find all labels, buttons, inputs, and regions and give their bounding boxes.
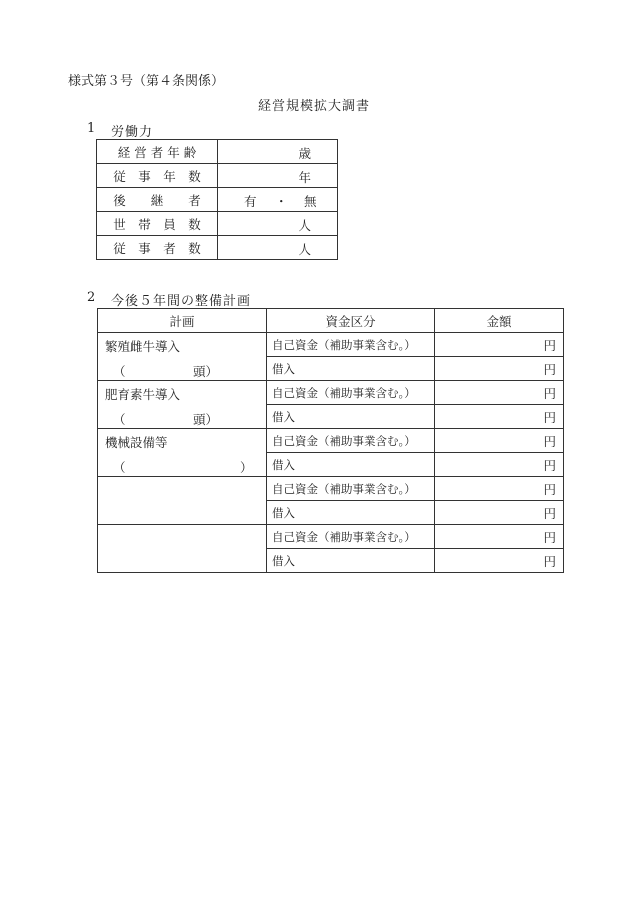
section1-heading-number: 1 [87,121,96,136]
label-successor: 後 継 者 [97,188,218,212]
fund-loan: 借入 [267,501,435,525]
paren-close: ） [240,460,253,475]
value-manager-age[interactable] [218,140,338,164]
fund-self: 自己資金（補助事業含む。） [267,333,435,357]
label-manager-age: 経 営 者 年 齢 [97,140,218,164]
amount-cell[interactable]: 円 [435,357,564,381]
paren-close: 頭） [193,364,219,379]
value-years-engaged[interactable] [218,164,338,188]
amount-cell[interactable]: 円 [435,477,564,501]
amount-cell[interactable]: 円 [435,429,564,453]
amount-cell[interactable]: 円 [435,381,564,405]
plan-item-blank[interactable] [98,477,267,525]
plan-item-name: 肥育素牛導入 [105,387,181,402]
value-successor[interactable] [218,188,338,212]
amount-cell[interactable]: 円 [435,501,564,525]
option-no[interactable]: 無 [304,194,317,209]
value-household-members[interactable] [218,212,338,236]
labor-table [96,139,338,260]
table-row [98,381,564,405]
value-workers[interactable] [218,236,338,260]
section2-heading: 今後５年間の整備計画 [111,294,252,309]
paren-open: （ [113,412,126,427]
fund-loan: 借入 [267,549,435,573]
fund-loan: 借入 [267,453,435,477]
fund-loan: 借入 [267,357,435,381]
unit-label: 人 [298,218,311,233]
fund-loan: 借入 [267,405,435,429]
unit-label: 人 [298,242,311,257]
table-row [97,140,338,164]
header-plan: 計画 [98,309,267,333]
plan-item-machinery[interactable] [98,429,267,477]
header-amount: 金額 [435,309,564,333]
label-workers: 従 事 者 数 [97,236,218,260]
amount-cell[interactable]: 円 [435,333,564,357]
form-number: 様式第３号（第４条関係） [68,74,225,89]
fund-self: 自己資金（補助事業含む。） [267,477,435,501]
table-row [98,477,564,501]
header-fund-category: 資金区分 [267,309,435,333]
document-title: 経営規模拡大調書 [258,99,371,114]
option-yes[interactable]: 有 [244,194,257,209]
amount-cell[interactable]: 円 [435,525,564,549]
table-row [98,429,564,453]
plan-item-blank[interactable] [98,525,267,573]
section1-heading: 労働力 [111,125,154,140]
plan-item-fattening-calves[interactable] [98,381,267,429]
plan-item-name: 繁殖雌牛導入 [105,339,181,354]
plan-item-breeding-cows[interactable] [98,333,267,381]
paren-open: （ [113,460,126,475]
label-years-engaged: 従 事 年 数 [97,164,218,188]
section2-heading-number: 2 [87,290,96,305]
fund-self: 自己資金（補助事業含む。） [267,429,435,453]
amount-cell[interactable]: 円 [435,405,564,429]
unit-label: 歳 [298,146,311,161]
amount-cell[interactable]: 円 [435,549,564,573]
table-row [98,525,564,549]
fund-self: 自己資金（補助事業含む。） [267,381,435,405]
option-separator: ・ [275,194,288,209]
plan-item-name: 機械設備等 [105,435,168,450]
amount-cell[interactable]: 円 [435,453,564,477]
table-row [97,164,338,188]
plan-table [97,308,564,573]
fund-self: 自己資金（補助事業含む。） [267,525,435,549]
paren-open: （ [113,364,126,379]
table-row [97,188,338,212]
table-row [97,236,338,260]
table-row [98,333,564,357]
label-household-members: 世 帯 員 数 [97,212,218,236]
unit-label: 年 [298,170,311,185]
paren-close: 頭） [193,412,219,427]
table-header-row [98,309,564,333]
table-row [97,212,338,236]
